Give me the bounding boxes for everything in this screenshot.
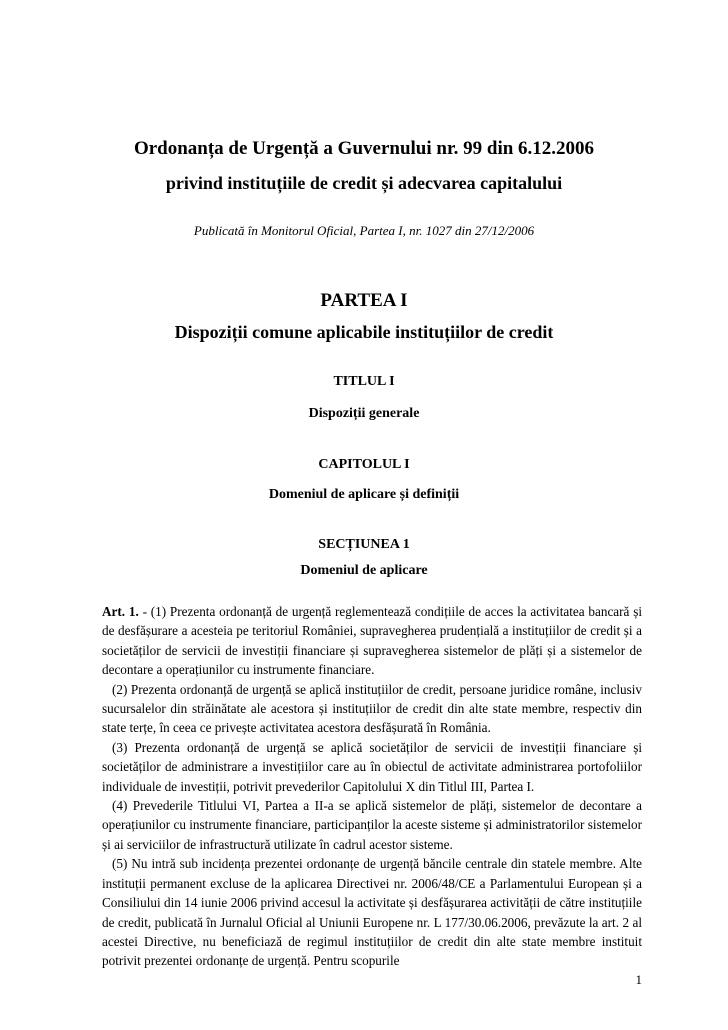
section-label: SECȚIUNEA 1 <box>318 537 410 552</box>
part-title: Dispoziții comune aplicabile instituțiilor de credit <box>174 322 554 342</box>
document-subtitle: privind instituțiile de credit și adecvarea capitalului <box>165 173 563 193</box>
article-paragraph-1: Art. 1. - (1) Prezenta ordonanță de urgență reglementează condițiile de acces la activitatea bancară și de desfășurare a acesteia pe teritoriul României, supravegherea prudențială a instituțiilor de credit și a societăților de servicii de investiții financiare și supravegherea sistemelor de plăți și a sistemelor de decontare a operațiunilor cu instrumente financiare. <box>102 604 642 678</box>
article-label: Art. 1. <box>102 604 139 619</box>
section-heading: Domeniul de aplicare <box>300 563 428 578</box>
article-paragraph-2: (2) Prezenta ordonanță de urgență se aplică instituțiilor de credit, persoane juridice române, inclusiv sucursalelor din străinătate ale acestora și instituțiilor de credit din alte state membre, respectiv din state terțe, în ceea ce privește activitatea acestora desfășurată în România. <box>102 681 642 736</box>
chapter-heading: Domeniul de aplicare și definiții <box>268 487 460 502</box>
article-body <box>102 602 642 971</box>
publication-note: Publicată în Monitorul Oficial, Partea I, nr. 1027 din 27/12/2006 <box>193 223 535 238</box>
article-paragraph-4: (4) Prevederile Titlului VI, Partea a II-a se aplică sistemelor de plăți, sistemelor de decontare a operațiunilor cu instrumente financiare, participanților la aceste sisteme și administratorilor sistemelor și ai serviciilor de infrastructură utilizate în cadrul acestor sisteme. <box>102 798 642 852</box>
title-label: TITLUL I <box>333 374 395 389</box>
article-paragraph-3: (3) Prezenta ordonanță de urgență se aplică societăților de servicii de investiții financiare și societăților de administrare a investițiilor care au în obiectul de activitate administrarea portofoliilor individuale de investiții, potrivit prevederilor Capitolului X din Titlul III, Partea I. <box>102 739 642 794</box>
article-paragraph-5: (5) Nu intră sub incidența prezentei ordonanțe de urgență băncile centrale din statele membre. Alte instituții permanent excluse de la aplicarea Directivei nr. 2006/48/CE a Parlamentului European și a Consiliului din 14 iunie 2006 privind accesul la activitate și desfășurarea activității de către instituțiile de credit, publicată în Jurnalul Oficial al Uniunii Europene nr. L 177/30.06.2006, prevăzute la art. 2 al acestei Directive, nu beneficiază de regimul instituțiilor de credit din alte state membre instituit potrivit prezentei ordonanțe de urgență. Pentru scopurile <box>102 856 642 969</box>
title-heading: Dispoziții generale <box>308 406 420 421</box>
document-title: Ordonanța de Urgență a Guvernului nr. 99 din 6.12.2006 <box>133 138 595 159</box>
part-label: PARTEA I <box>320 290 408 311</box>
page-number: 1 <box>635 972 642 987</box>
chapter-label: CAPITOLUL I <box>318 457 410 472</box>
